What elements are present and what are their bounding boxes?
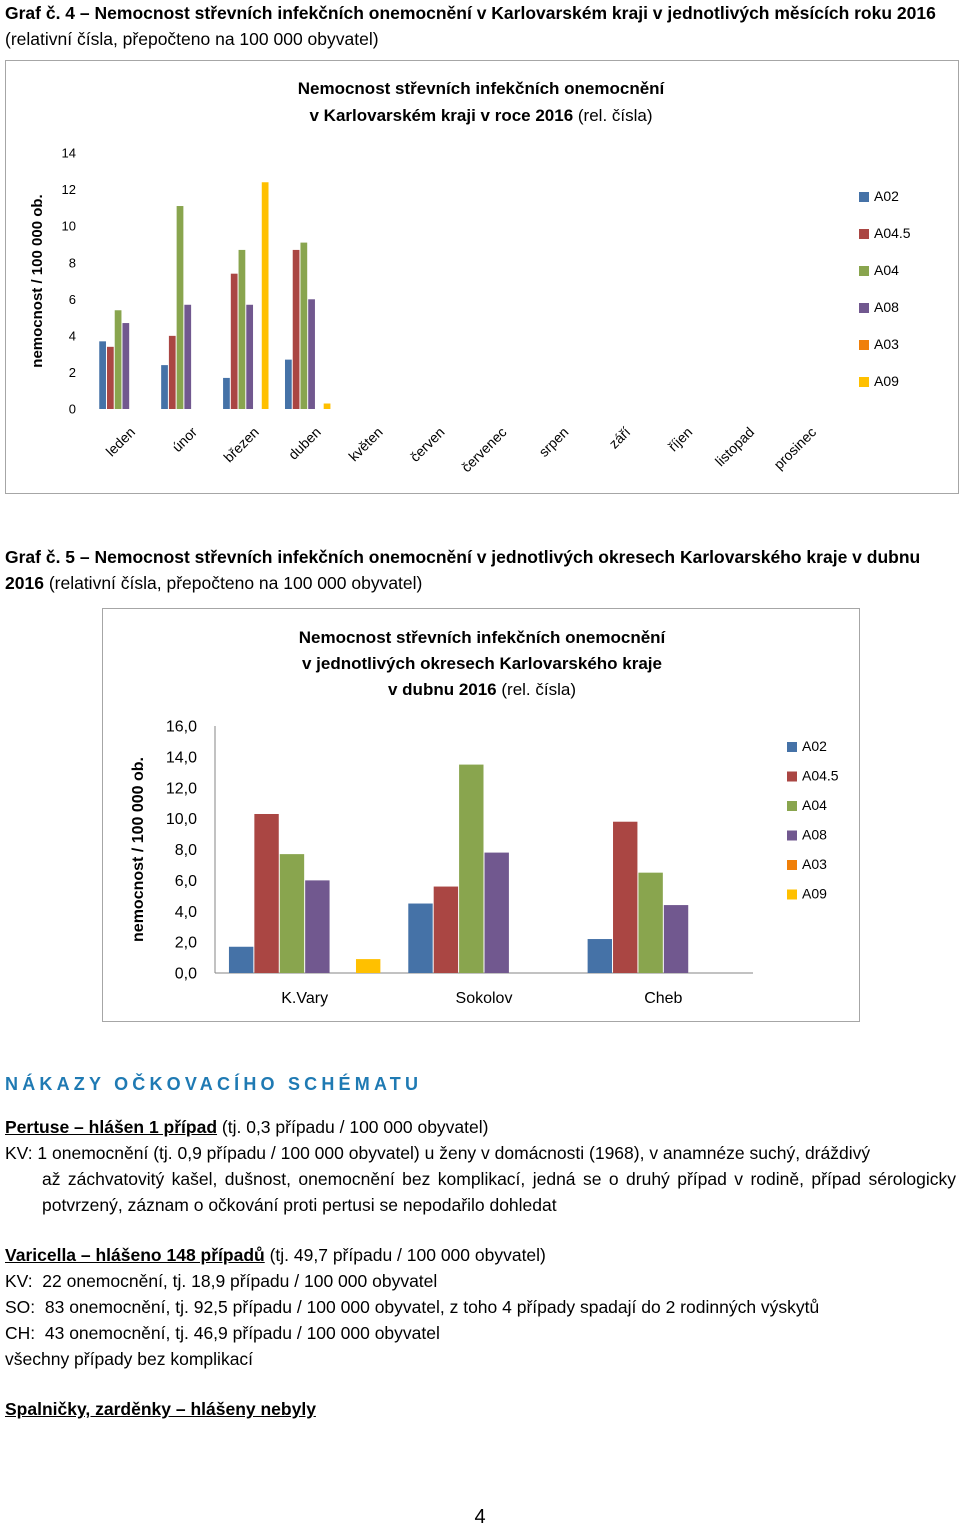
- varicella-line-kv: KV: 22 onemocnění, tj. 18,9 případu / 100 000 obyvatel: [5, 1271, 438, 1291]
- chart2-bar-A09-0: [356, 959, 380, 973]
- chart1-bar-A02-0: [99, 341, 106, 409]
- pertuse-block: [5, 1114, 956, 1218]
- chart2-legend-label: A08: [802, 826, 827, 843]
- figure5-dash: –: [79, 547, 90, 567]
- chart2-legend-label: A09: [802, 885, 827, 902]
- chart1-category-label: červenec: [458, 423, 510, 476]
- chart2-ytick-label: 12,0: [165, 780, 197, 798]
- chart1-legend-label: A08: [874, 299, 899, 315]
- chart2-ytick-label: 6,0: [174, 872, 197, 890]
- chart-districts-svg: [103, 609, 859, 1021]
- figure5-caption: [5, 544, 956, 596]
- chart2-legend-swatch: [787, 772, 797, 782]
- chart1-category-label: březen: [220, 423, 262, 466]
- chart1-bar-A09-2: [262, 182, 269, 409]
- chart2-category-label: Cheb: [644, 990, 683, 1007]
- chart1-bar-A04-2: [239, 250, 246, 409]
- chart2-ylabel: nemocnost / 100 000 ob.: [130, 757, 147, 942]
- chart2-legend-label: A02: [802, 738, 827, 754]
- chart2-bar-A04-2: [638, 873, 662, 973]
- chart1-title-line: v Karlovarském kraji v roce 2016 (rel. čísla): [309, 106, 653, 125]
- chart1-ytick-label: 8: [68, 255, 76, 271]
- chart1-legend-label: A02: [874, 188, 899, 204]
- chart1-category-label: únor: [168, 423, 200, 455]
- chart2-ytick-label: 14,0: [165, 749, 197, 767]
- figure4-dash: –: [79, 3, 90, 23]
- varicella-line-so: SO: 83 onemocnění, tj. 92,5 případu / 100 000 obyvatel, z toho 4 případy spadají do 2 rodinných výskytů: [5, 1297, 820, 1317]
- chart1-bar-A02-3: [285, 360, 292, 409]
- varicella-line-summary: všechny případy bez komplikací: [5, 1349, 254, 1369]
- chart1-category-label: květen: [345, 423, 386, 465]
- chart2-bar-A04-5-1: [434, 887, 458, 973]
- chart1-bar-A08-2: [246, 305, 253, 409]
- chart2-bar-A04-5-0: [254, 814, 278, 973]
- chart2-ytick-label: 16,0: [165, 718, 197, 736]
- chart1-legend-swatch: [859, 377, 869, 387]
- chart1-bar-A04-3: [300, 243, 307, 409]
- figure5-note: (relativní čísla, přepočteno na 100 000 obyvatel): [48, 573, 423, 593]
- chart2-bar-A04-0: [280, 854, 304, 973]
- chart1-title-line: Nemocnost střevních infekčních onemocnění: [297, 79, 665, 98]
- chart1-legend-label: A04: [874, 262, 899, 278]
- figure5-label: Graf č. 5: [5, 547, 76, 567]
- chart2-title-line: v jednotlivých okresech Karlovarského kraje: [301, 654, 663, 673]
- chart1-bar-A02-1: [161, 365, 168, 409]
- figure4-label: Graf č. 4: [5, 3, 76, 23]
- chart1-ytick-label: 2: [68, 364, 76, 380]
- chart2-legend-swatch: [787, 890, 797, 900]
- chart2-legend-swatch: [787, 860, 797, 870]
- chart1-category-label: září: [605, 423, 634, 452]
- pertuse-kv-cont: až záchvatovitý kašel, dušnost, onemocnění bez komplikací, jedná se o druhý případ v rodině, případ sérologicky potvrzený, záznam o očkování proti pertusi se nepodařilo dohledat: [42, 1169, 956, 1215]
- chart2-legend-label: A04.5: [802, 767, 839, 784]
- figure4-title: Nemocnost střevních infekčních onemocnění v Karlovarském kraji v jednotlivých měsících roku 2016: [94, 3, 936, 23]
- chart2-title-line: v dubnu 2016 (rel. čísla): [388, 680, 576, 699]
- chart1-bar-A04-1: [177, 206, 184, 409]
- spalnicky-title: Spalničky, zarděnky – hlášeny nebyly: [5, 1399, 316, 1419]
- chart1-legend-swatch: [859, 303, 869, 313]
- chart2-bar-A08-1: [485, 853, 509, 973]
- chart1-category-label: říjen: [664, 423, 696, 455]
- chart2-bar-A04-1: [459, 765, 483, 973]
- chart1-legend-label: A03: [874, 336, 899, 352]
- chart1-bar-A08-0: [122, 323, 129, 409]
- chart2-category-label: K.Vary: [281, 990, 329, 1007]
- chart1-category-label: leden: [102, 423, 139, 460]
- chart2-legend-swatch: [787, 801, 797, 811]
- chart2-bar-A02-1: [408, 904, 432, 973]
- chart1-legend-swatch: [859, 266, 869, 276]
- chart1-category-label: duben: [284, 423, 324, 463]
- chart1-ylabel: nemocnost / 100 000 ob.: [29, 194, 46, 368]
- chart1-bar-A09-3: [324, 404, 331, 409]
- chart1-legend-swatch: [859, 192, 869, 202]
- chart1-bar-A04-5-3: [293, 250, 300, 409]
- figure4-note: (relativní čísla, přepočteno na 100 000 obyvatel): [5, 29, 379, 49]
- pertuse-kv-line: KV: 1 onemocnění (tj. 0,9 případu / 100 000 obyvatel) u ženy v domácnosti (1968), v anamnéze suchý, dráždivý: [5, 1143, 871, 1163]
- chart1-legend-label: A09: [874, 373, 899, 389]
- spalnicky-block: [5, 1396, 956, 1422]
- figure5-title: Nemocnost střevních infekčních onemocnění v jednotlivých okresech Karlovarského kraje v dubnu 2016: [5, 547, 921, 593]
- chart2-bar-A04-5-2: [613, 822, 637, 973]
- chart1-legend-swatch: [859, 340, 869, 350]
- pertuse-title: Pertuse – hlášen 1 případ: [5, 1117, 218, 1137]
- varicella-line-ch: CH: 43 onemocnění, tj. 46,9 případu / 100 000 obyvatel: [5, 1323, 440, 1343]
- chart-monthly: [5, 60, 959, 494]
- page-number: 4: [474, 1506, 486, 1528]
- chart2-ytick-label: 0,0: [174, 965, 197, 983]
- chart1-bar-A08-1: [184, 305, 191, 409]
- chart2-legend-label: A04: [802, 797, 827, 813]
- chart1-bar-A04-5-0: [107, 347, 114, 409]
- chart1-bar-A02-2: [223, 378, 230, 409]
- chart2-legend-label: A03: [802, 856, 827, 872]
- chart1-ytick-label: 6: [68, 291, 76, 307]
- chart2-ytick-label: 4,0: [174, 903, 197, 921]
- chart2-bar-A02-0: [229, 947, 253, 973]
- chart1-ytick-label: 10: [61, 218, 76, 234]
- chart2-ytick-label: 2,0: [174, 934, 197, 952]
- chart1-category-label: listopad: [711, 423, 758, 470]
- chart2-ytick-label: 8,0: [174, 842, 197, 860]
- chart1-ytick-label: 0: [68, 401, 76, 417]
- chart1-category-label: srpen: [535, 423, 572, 460]
- chart1-ytick-label: 14: [61, 145, 76, 161]
- pertuse-rate: (tj. 0,3 případu / 100 000 obyvatel): [221, 1117, 489, 1137]
- chart2-ytick-label: 10,0: [165, 811, 197, 829]
- chart1-legend-swatch: [859, 229, 869, 239]
- chart1-category-label: červen: [406, 423, 448, 465]
- varicella-title: Varicella – hlášeno 148 případů: [5, 1245, 265, 1265]
- chart1-category-label: prosinec: [770, 423, 820, 473]
- varicella-rate: (tj. 49,7 případu / 100 000 obyvatel): [269, 1245, 546, 1265]
- chart-districts: [102, 608, 860, 1022]
- pertuse-heading: [5, 1114, 956, 1140]
- chart2-legend-swatch: [787, 831, 797, 841]
- chart1-bar-A08-3: [308, 299, 315, 409]
- varicella-heading: [5, 1242, 956, 1268]
- chart1-bar-A04-0: [115, 310, 122, 409]
- chart1-bar-A04-5-1: [169, 336, 176, 409]
- chart1-ytick-label: 4: [68, 328, 76, 344]
- chart2-bar-A02-2: [588, 939, 612, 973]
- chart2-bar-A08-2: [664, 905, 688, 973]
- chart1-legend-label: A04.5: [874, 225, 911, 241]
- chart1-ytick-label: 12: [61, 182, 76, 198]
- chart2-bar-A08-0: [305, 880, 329, 973]
- chart-monthly-svg: [6, 61, 958, 493]
- figure4-caption: [5, 0, 956, 52]
- chart2-category-label: Sokolov: [455, 990, 513, 1007]
- chart2-legend-swatch: [787, 742, 797, 752]
- section-heading: NÁKAZY OČKOVACÍHO SCHÉMATU: [5, 1074, 423, 1094]
- varicella-block: [5, 1242, 956, 1372]
- chart1-bar-A04-5-2: [231, 274, 238, 409]
- chart2-title-line: Nemocnost střevních infekčních onemocnění: [298, 628, 666, 647]
